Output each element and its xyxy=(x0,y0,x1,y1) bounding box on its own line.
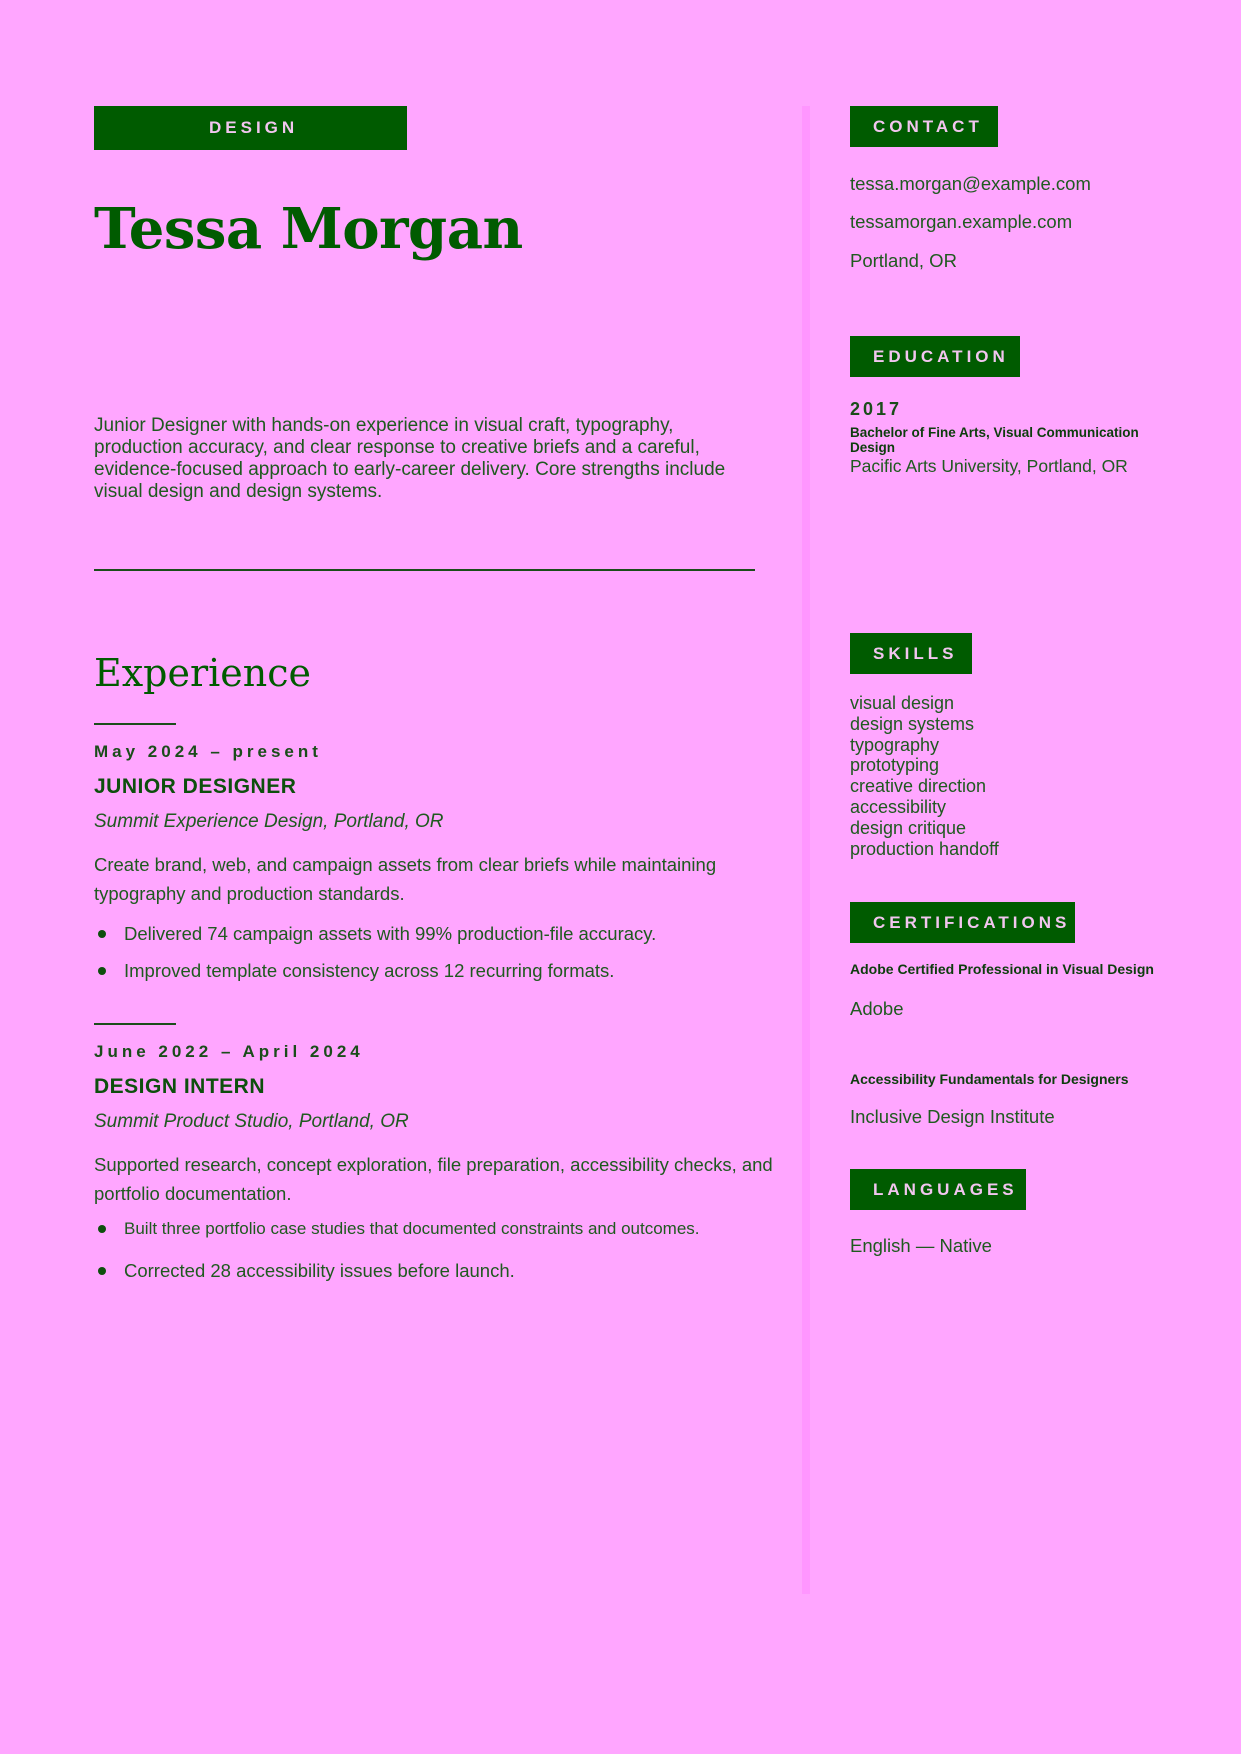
job-dates: May 2024 – present xyxy=(94,742,322,761)
certification-name: Adobe Certified Professional in Visual Design xyxy=(850,961,1154,977)
bullet-text: Built three portfolio case studies that documented constraints and outcomes. xyxy=(124,1219,700,1238)
bullet-text: Corrected 28 accessibility issues before launch. xyxy=(124,1260,515,1281)
skill-item: prototyping xyxy=(850,755,940,776)
skills-list xyxy=(850,693,999,859)
education-label xyxy=(850,336,1020,377)
contact-label-text: CONTACT xyxy=(873,116,983,136)
job-bullet xyxy=(94,959,614,983)
skill-item: typography xyxy=(850,734,940,755)
job-description: Create brand, web, and campaign assets from clear briefs while maintaining typography and production standards. xyxy=(94,854,717,904)
job-dates: June 2022 – April 2024 xyxy=(94,1042,364,1061)
contact-website: tessamorgan.example.com xyxy=(850,211,1073,232)
languages-label xyxy=(850,1169,1026,1210)
bullet-icon xyxy=(98,967,106,975)
job-bullet xyxy=(94,922,656,946)
skill-item: design systems xyxy=(850,713,975,734)
certification-issuer: Adobe xyxy=(850,998,904,1019)
skills-label-text: SKILLS xyxy=(873,643,958,663)
column-divider xyxy=(802,106,810,1594)
education-label-text: EDUCATION xyxy=(873,346,1009,366)
design-tag-label: DESIGN xyxy=(209,118,299,137)
bullet-text: Delivered 74 campaign assets with 99% production-file accuracy. xyxy=(124,923,657,944)
skills-label xyxy=(850,633,972,674)
certifications-label xyxy=(850,902,1075,943)
design-tag xyxy=(94,106,407,150)
job-description: Supported research, concept exploration, file preparation, accessibility checks, and portfolio documentation. xyxy=(94,1154,773,1204)
education-school: Pacific Arts University, Portland, OR xyxy=(850,456,1128,476)
contact-location: Portland, OR xyxy=(850,250,957,271)
bullet-icon xyxy=(98,1267,106,1275)
language-item: English — Native xyxy=(850,1235,992,1256)
education-year: 2017 xyxy=(850,399,903,419)
job-divider xyxy=(94,1023,176,1025)
skill-item: creative direction xyxy=(850,776,987,797)
certification-name: Accessibility Fundamentals for Designers xyxy=(850,1071,1129,1087)
bullet-text: Improved template consistency across 12 recurring formats. xyxy=(124,960,615,981)
skill-item: accessibility xyxy=(850,796,947,817)
certifications-label-text: CERTIFICATIONS xyxy=(873,912,1071,932)
job-company: Summit Product Studio, Portland, OR xyxy=(94,1111,409,1132)
experience-heading: Experience xyxy=(94,651,312,695)
professional-summary: Junior Designer with hands-on experience in visual craft, typography, production accuracy, and clear response to creative briefs and a careful, evidence-focused approach to early-career delivery. Core strengths include visual design and design systems. xyxy=(94,415,726,502)
bullet-icon xyxy=(98,930,106,938)
languages-label-text: LANGUAGES xyxy=(873,1179,1018,1199)
candidate-name: Tessa Morgan xyxy=(94,196,523,262)
section-divider xyxy=(94,569,755,571)
education-degree: Bachelor of Fine Arts, Visual Communication Design xyxy=(850,425,1139,455)
job-title: DESIGN INTERN xyxy=(94,1075,266,1098)
contact-label xyxy=(850,106,998,147)
job-bullet xyxy=(94,1217,700,1241)
contact-email: tessa.morgan@example.com xyxy=(850,173,1091,194)
job-title: JUNIOR DESIGNER xyxy=(94,775,297,798)
skill-item: design critique xyxy=(850,817,967,838)
job-company: Summit Experience Design, Portland, OR xyxy=(94,811,444,832)
job-bullet xyxy=(94,1259,515,1283)
skill-item: visual design xyxy=(850,693,955,713)
job-divider xyxy=(94,723,176,725)
certification-issuer: Inclusive Design Institute xyxy=(850,1106,1055,1127)
skill-item: production handoff xyxy=(850,838,999,859)
bullet-icon xyxy=(98,1225,106,1233)
